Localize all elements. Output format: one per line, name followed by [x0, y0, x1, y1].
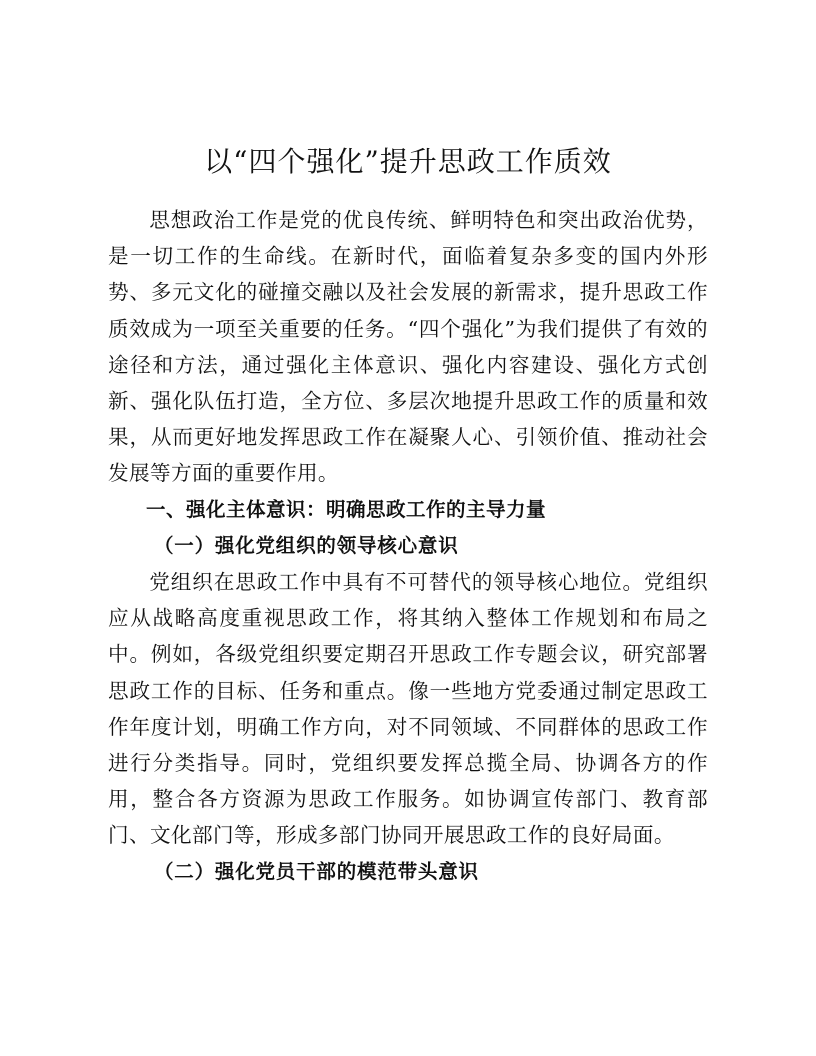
document-body — [108, 202, 708, 890]
subsection-1-heading: （一）强化党组织的领导核心意识 — [154, 533, 459, 557]
section-1-heading: 一、强化主体意识：明确思政工作的主导力量 — [146, 497, 547, 521]
intro-paragraph: 思想政治工作是党的优良传统、鲜明特色和突出政治优势，是一切工作的生命线。在新时代，面临着复杂多变的国内外形势、多元文化的碰撞交融以及社会发展的新需求，提升思政工作质效成为一项至关重要的任务。“四个强化”为我们提供了有效的途径和方法，通过强化主体意识、强化内容建设、强化方式创新、强化队伍打造，全方位、多层次地提升思政工作的质量和效果，从而更好地发挥思政工作在凝聚人心、引领价值、推动社会发展等方面的重要作用。 — [108, 208, 708, 486]
subsection-2-heading: （二）强化党员干部的模范带头意识 — [154, 859, 479, 883]
document-title: 以“四个强化”提升思政工作质效 — [204, 145, 612, 178]
subsection-1-paragraph: 党组织在思政工作中具有不可替代的领导核心地位。党组织应从战略高度重视思政工作，将其纳入整体工作规划和布局之中。例如，各级党组织要定期召开思政工作专题会议，研究部署思政工作的目标、任务和重点。像一些地方党委通过制定思政工作年度计划，明确工作方向，对不同领域、不同群体的思政工作进行分类指导。同时，党组织要发挥总揽全局、协调各方的作用，整合各方资源为思政工作服务。如协调宣传部门、教育部门、文化部门等，形成多部门协同开展思政工作的良好局面。 — [108, 570, 708, 848]
